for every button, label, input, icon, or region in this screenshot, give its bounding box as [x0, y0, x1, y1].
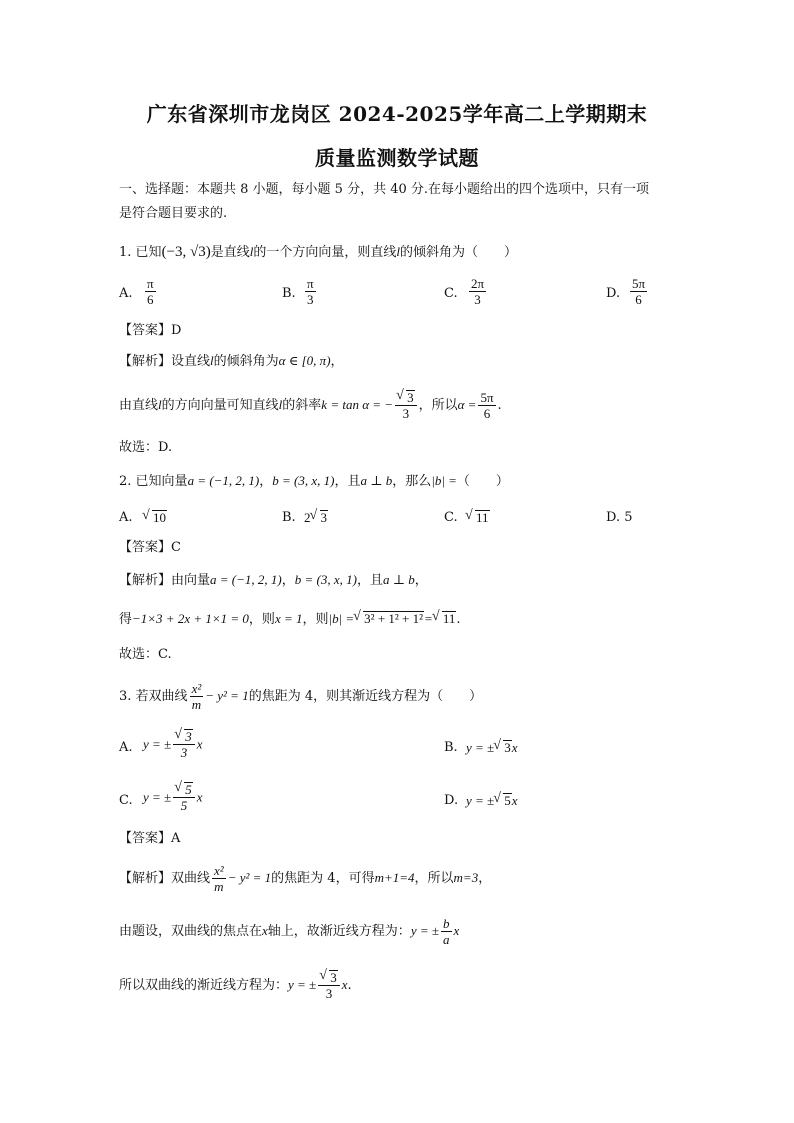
- option-a-label: A.: [119, 286, 133, 301]
- option-b-label: B.: [444, 740, 458, 755]
- vector-expression: (−3, √3): [161, 244, 211, 260]
- question-1: [119, 243, 517, 262]
- analysis-q2-line1: 【解析】由向量a = (−1, 2, 1)，b = (3, x, 1)，且a ⊥ b，: [119, 572, 428, 588]
- option-c-label: C.: [444, 510, 458, 525]
- options-q1: [119, 276, 679, 312]
- option-c-label: C.: [444, 286, 458, 301]
- vector-magnitude: |b| =: [431, 473, 457, 488]
- option-b-value: $\frac{\pi}{3}$: [307, 276, 314, 307]
- option-c-value: $\frac{2\pi}{3}$: [471, 276, 485, 307]
- option-a-label: A.: [119, 510, 133, 525]
- vector-a: a = (−1, 2, 1): [187, 473, 260, 488]
- analysis-q1-line1: 【解析】设直线l的倾斜角为α ∈ [0, π)，: [119, 353, 344, 369]
- option-a-value: y = ± √ $\frac{3}{3}$ x: [143, 729, 202, 760]
- analysis-q3-line3: 所以双曲线的渐近线方程为：y = ± √ $\frac{3}{3}$ x.: [119, 970, 352, 1001]
- line-symbol: l: [396, 244, 401, 259]
- option-d-label: D.: [444, 793, 459, 808]
- question-text: 是直线: [210, 245, 250, 260]
- option-a-value: √ 10: [143, 509, 167, 527]
- question-text: 的一个方向向量，则直线: [253, 245, 397, 260]
- option-b-label: B.: [282, 286, 296, 301]
- page-subtitle: 质量监测数学试题: [315, 146, 479, 170]
- option-a-value: $\frac{\pi}{6}$: [147, 276, 154, 307]
- question-3: 3. 若双曲线 $\frac{\text{x²}}{m}$ − y² = 1的焦距为 4，则其渐近线方程为（ ）: [119, 681, 483, 712]
- options-q2: [119, 509, 679, 531]
- perpendicular-condition: a ⊥ b: [360, 473, 393, 488]
- fraction: √ $\frac{3}{3}$: [395, 390, 417, 421]
- analysis-q1-line2: 由直线l的方向向量可知直线l的斜率k = tan α = − √ $\frac{3}{3}$ ，所以α = $\frac{5\pi}{6}$ .: [119, 390, 502, 421]
- option-b-value: 2√ 3: [304, 509, 328, 527]
- option-c-value: y = ± √ $\frac{5}{5}$ x: [143, 782, 202, 813]
- option-a-label: A.: [119, 740, 133, 755]
- analysis-q2-line2: 得−1×3 + 2x + 1×1 = 0，则x = 1，则|b| =√ 3² + 1² + 1²=√ 11.: [119, 610, 460, 629]
- question-2: 2. 已知向量a = (−1, 2, 1)，b = (3, x, 1)，且a ⊥ b，那么|b| =（ ）: [119, 473, 509, 489]
- options-q3-row1: [119, 729, 679, 769]
- analysis-q3-line1: 【解析】双曲线 $\frac{\text{x²}}{m}$ − y² = 1的焦距为 4，可得m+1=4，所以m=3，: [119, 863, 492, 894]
- section-instructions-line2: 是符合题目要求的.: [119, 206, 228, 221]
- answer-q3: 【答案】A: [119, 831, 181, 846]
- section-instructions: 一、选择题：本题共 8 小题，每小题 5 分，共 40 分.在每小题给出的四个选项中，只有一项: [119, 182, 650, 197]
- option-d-value: $\frac{5\pi}{6}$: [632, 276, 646, 307]
- option-c-value: √ 11: [466, 509, 490, 527]
- fraction: $\frac{5\pi}{6}$: [480, 390, 494, 421]
- question-text: 已知: [135, 245, 162, 260]
- answer-q2: 【答案】C: [119, 540, 181, 555]
- option-b-label: B.: [282, 510, 296, 525]
- choice-q2: 故选：C.: [119, 647, 172, 662]
- page-title: 广东省深圳市龙岗区 2024-2025学年高二上学期期末: [146, 102, 648, 126]
- answer-q1: 【答案】D: [119, 323, 182, 338]
- option-d-label: D.: [606, 286, 621, 301]
- option-c-label: C.: [119, 793, 133, 808]
- option-d-value: y = ±√ 5x: [466, 792, 517, 810]
- question-text: 的倾斜角为（ ）: [400, 245, 518, 260]
- option-d: D. 5: [606, 510, 633, 525]
- analysis-q3-line2: 由题设，双曲线的焦点在x轴上，故渐近线方程为：y = ± $\frac{b}{a}$ x: [119, 916, 460, 947]
- question-number: 1.: [119, 245, 132, 260]
- fraction: $\frac{\text{x²}}{m}$: [191, 681, 202, 712]
- vector-b: b = (3, x, 1): [272, 473, 335, 488]
- option-b-value: y = ±√ 3x: [466, 739, 517, 757]
- choice-q1: 故选：D.: [119, 440, 173, 455]
- line-symbol: l: [249, 244, 254, 259]
- options-q3-row2: [119, 782, 679, 822]
